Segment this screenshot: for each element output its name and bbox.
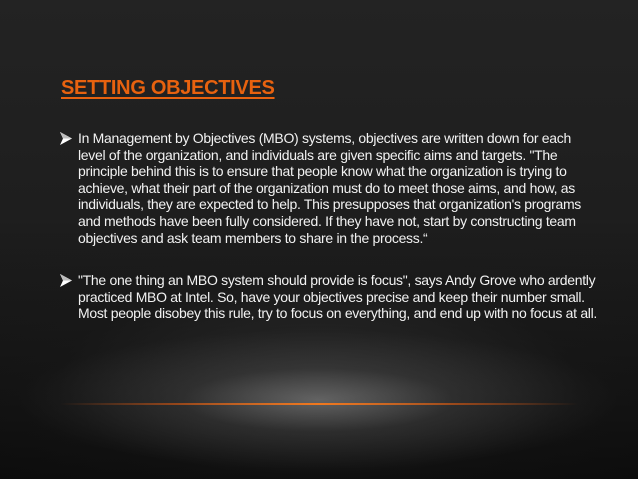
bullet-text: In Management by Objectives (MBO) systems, objectives are written down for each level of the organization, and individuals are given specific aims and targets. "The principle behind this is to ensure that people know what the organization is trying to achieve, what their part of the organization must do to meet those aims, and how, as individuals, they are expected to help. This presupposes that organization's programs and methods have been fully considered. If they have not, start by constructing team objectives and ask team members to share in the process.“: [78, 130, 582, 246]
bullet-text: "The one thing an MBO system should provide is focus", says Andy Grove who ardently practiced MBO at Intel. So, have your objectives precise and keep their number small. Most people disobey this rule, try to focus on everything, and end up with no focus at all.: [78, 272, 598, 322]
slide-title: SETTING OBJECTIVES: [61, 77, 275, 99]
arrow-bullet-icon: [60, 274, 72, 287]
bullet-item-focus-quote: [60, 272, 600, 322]
accent-divider-line: [60, 403, 578, 405]
arrow-bullet-icon: [60, 132, 72, 145]
bullet-item-mbo-systems: [60, 130, 600, 246]
bullet-list: [60, 130, 600, 322]
